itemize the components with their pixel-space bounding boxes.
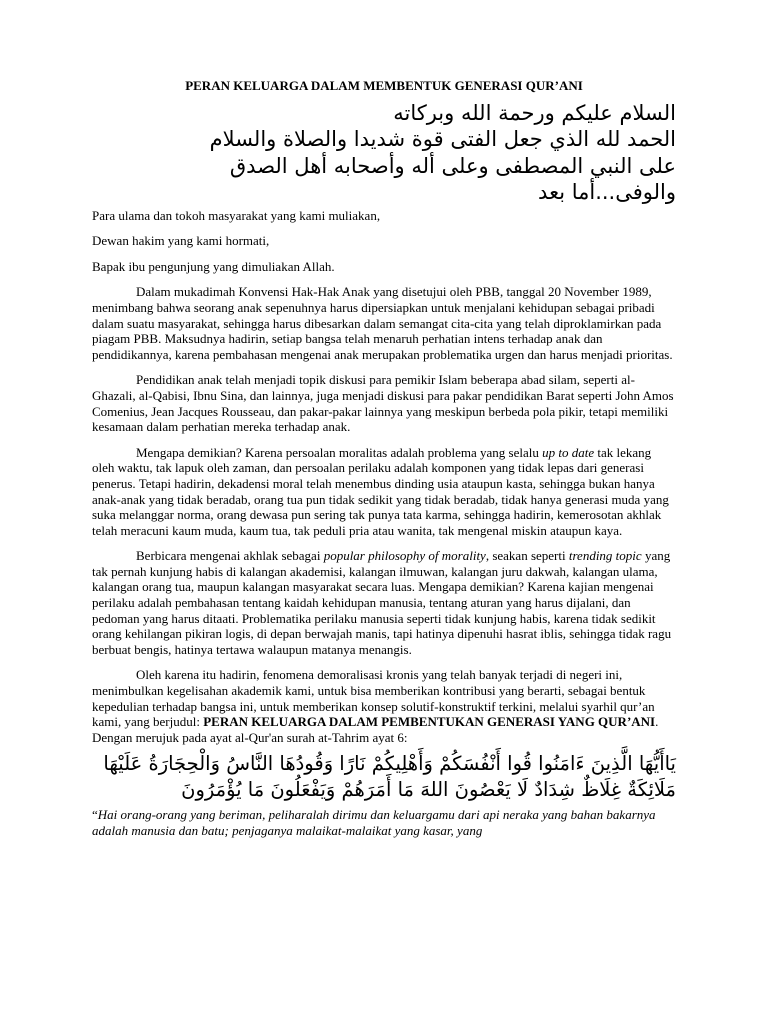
para4-italic-2: trending topic (568, 548, 642, 564)
document-title: PERAN KELUARGA DALAM MEMBENTUK GENERASI QUR’ANI (185, 78, 583, 93)
translation-text: Hai orang-orang yang beriman, peliharalah dirimu dan keluargamu dari api neraka yang bahan bakarnya adalah manusia dan batu; penjaganya malaikat-malaikat yang kasar, yang (92, 807, 656, 838)
arabic-greeting-line: السلام عليكم ورحمة الله وبركاته (393, 100, 676, 125)
arabic-amma-badu-line: والوفى...أما بعد (538, 180, 676, 205)
quran-verse-at-tahrim-6: يَاأَيُّهَا الَّذِينَ ءَامَنُوا قُوا أَنْفُسَكُمْ وَأَهْلِيكُمْ نَارًا وَقُودُهَا النَّاسُ وَالْحِجَارَةُ عَلَيْهَا مَلَائِكَةٌ غِلَاظٌ شِدَادٌ لَا يَعْصُونَ اللهَ مَا أَمَرَهُمْ وَيَفْعَلُونَ مَا يُؤْمَرُونَ (103, 752, 676, 802)
arabic-opening (92, 100, 676, 206)
arabic-praise-line: الحمد لله الذي جعل الفتى قوة شديدا والصلاة والسلام (209, 127, 676, 152)
para4-text-2: , seakan seperti (485, 548, 569, 564)
para5-bold-title: PERAN KELUARGA DALAM PEMBENTUKAN GENERASI YANG QUR’ANI (203, 714, 656, 730)
paragraph-akhlak (92, 548, 676, 657)
para4-text-1: Berbicara mengenai akhlak sebagai (136, 548, 324, 564)
paragraph-konvensi: Dalam mukadimah Konvensi Hak-Hak Anak yang disetujui oleh PBB, tanggal 20 November 1989, menimbang bahwa seorang anak sepenuhnya harus dipersiapkan untuk menjalani kehidupan sebagai pribadi dalam suatu masyarakat, sehingga harus dibesarkan dalam semangat cita-cita yang telah diproklamirkan pada piagam PBB. Maksudnya hadirin, setiap bangsa telah menaruh perhatian intens terhadap anak dan pendidikannya, karena pembahasan mengenai anak merupakan problematika urgen dan harus menjadi prioritas. (92, 284, 673, 362)
para3-italic-phrase: up to date (542, 444, 595, 460)
verse-translation (92, 807, 676, 838)
paragraph-moralitas (92, 445, 676, 539)
para4-text-3: yang tak pernah kunjung habis di kalangan akademisi, kalangan ilmuwan, kalangan juru dakwah, kalangan ulama, kalangan orang tua, maupun kalangan masyarakat secara luas. Mengapa demikian? Karena kajian mengenai perilaku adalah pembahasan tentang kaidah kehidupan manusia, tentang aturan yang harus dijalani, dan pedoman yang harus ditaati. Problematika perilaku manusia seperti tidak kunjung habis, karena tidak sedikit orang kehilangan pikiran logis, di depan berwajah manis, tapi hatinya dipenuhi hasrat iblis, sehingga tidak ragu berbuat bengis, hatinya tertawa walaupun matanya menangis. (92, 548, 672, 657)
translation-open-quote: “ (92, 807, 98, 823)
para3-text-before: Mengapa demikian? Karena persoalan moralitas adalah problema yang selalu (136, 444, 543, 460)
para4-italic-1: popular philosophy of morality (323, 548, 486, 564)
para5-text-before: Oleh karena itu hadirin, fenomena demoralisasi kronis yang telah banyak terjadi di negeri ini, menimbulkan kegelisahan akademik kami, untuk bisa memberikan kontribusi yang berarti, sebagai bentuk kepedulian terhadap bangsa ini, untuk memberikan konsep solutif-konstruktif terkini, melalui syarhil qur’an kami, yang berjudul: (92, 667, 655, 730)
para5-text-after: . Dengan merujuk pada ayat al-Qur'an surah at-Tahrim ayat 6: (92, 714, 659, 745)
arabic-shalawat-line: على النبي المصطفى وعلى أله وأصحابه أهل الصدق (229, 153, 676, 178)
paragraph-demoralisasi (92, 667, 676, 745)
para3-text-after: tak lekang oleh waktu, tak lapuk oleh zaman, dan persoalan perilaku adalah komponen yang tidak lepas dari generasi penerus. Tetapi hadirin, dekadensi moral telah menembus dinding usia ataupun kasta, sehingga bukan hanya anak-anak yang tidak beradab, orang tua pun tidak sedikit yang tidak beradab, tidak hanya generasi muda yang suka melanggar norma, orang dewasa pun sering tak punya tata karma, sehingga hadirin, kemerosotan akhlak telah meracuni kaum muda, kaum tua, tak peduli pria atau wanita, tak mengenal miskin ataupun kaya. (92, 444, 669, 538)
salutation-pengunjung: Bapak ibu pengunjung yang dimuliakan Allah. (92, 258, 335, 274)
paragraph-pendidikan-anak: Pendidikan anak telah menjadi topik diskusi para pemikir Islam beberapa abad silam, seperti al-Ghazali, al-Qabisi, Ibnu Sina, dan lainnya, juga menjadi diskusi para pakar pendidikan Barat seperti John Amos Comenius, Jean Jacques Rousseau, dan pakar-pakar lainnya yang meskipun berbeda pola pikir, tetapi memiliki kesamaan dalam perhatian mereka terhadap anak. (92, 372, 674, 435)
salutation-dewan-hakim: Dewan hakim yang kami hormati, (92, 233, 270, 249)
salutation-ulama: Para ulama dan tokoh masyarakat yang kami muliakan, (92, 207, 381, 223)
